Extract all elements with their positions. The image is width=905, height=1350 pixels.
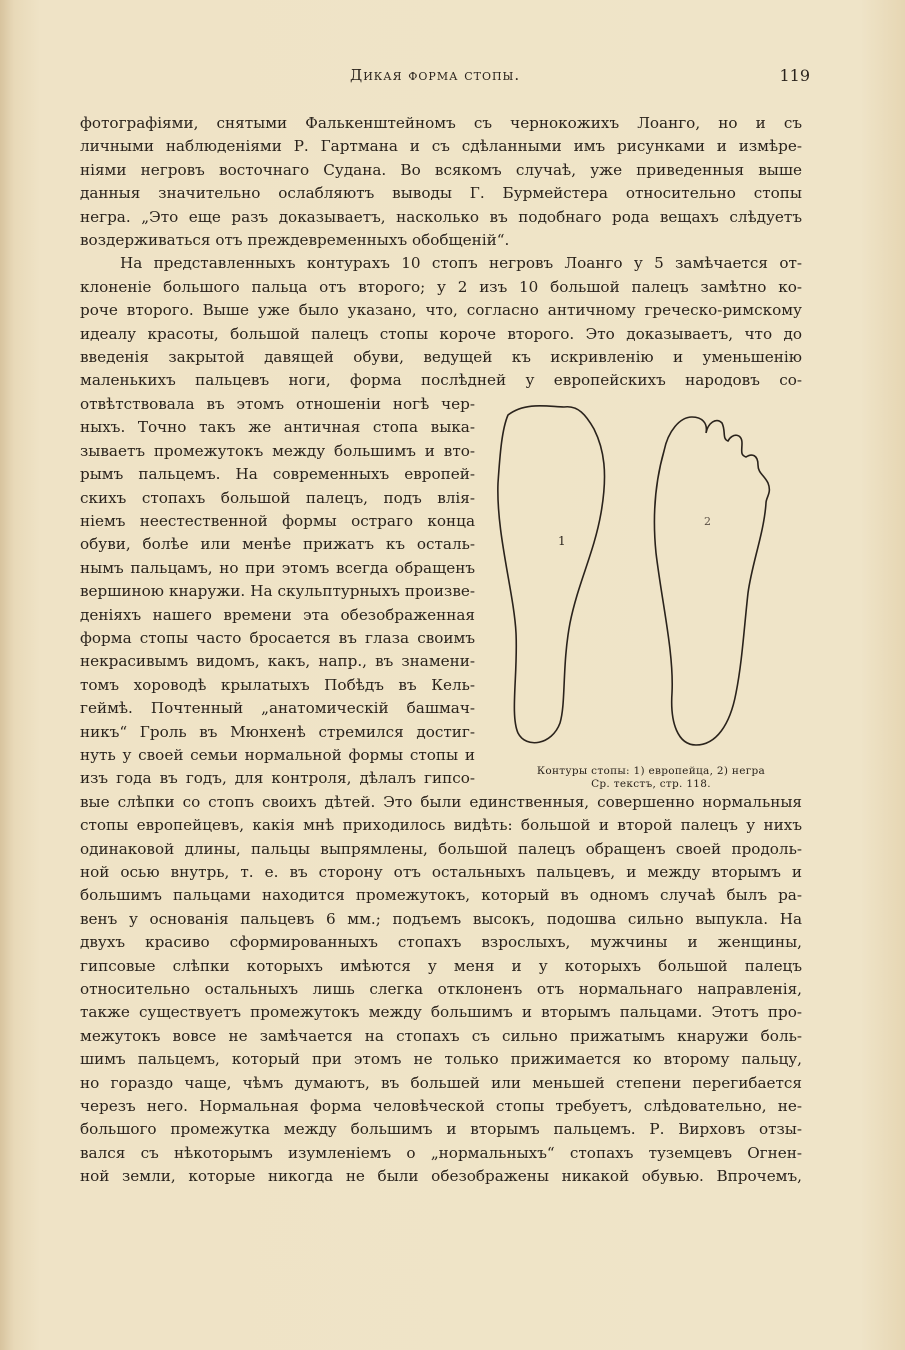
text-line: зываетъ промежутокъ между большимъ и вто- — [80, 441, 475, 460]
text-line: обуви, болѣе или менѣе прижатъ къ осталь- — [80, 535, 475, 554]
text-line: отвѣтствовала въ этомъ отношеніи ногѣ чер- — [80, 394, 475, 413]
text-line: ной земли, которые никогда не были обезображены никакой обувью. Впрочемъ, — [80, 1167, 802, 1186]
text-line: форма стопы часто бросается въ глаза своимъ — [80, 628, 475, 647]
text-line: воздерживаться отъ преждевременныхъ обобщеній“. — [80, 231, 510, 250]
text-line: черезъ него. Нормальная форма человѣческой стопы требуетъ, слѣдовательно, не- — [80, 1097, 802, 1116]
text-line: ніемъ неестественной формы остраго конца — [80, 511, 475, 530]
text-line: некрасивымъ видомъ, какъ, напр., въ знамени- — [80, 652, 475, 671]
text-line: деніяхъ нашего времени эта обезображенная — [80, 605, 475, 624]
text-line: роче второго. Выше уже было указано, что, согласно античному греческо-римскому — [80, 301, 802, 320]
text-line: но гораздо чаще, чѣмъ думаютъ, въ большей или меньшей степени перегибается — [80, 1073, 802, 1092]
text-line: скихъ стопахъ большой палецъ, подъ влія- — [80, 488, 475, 507]
text-line: стопы европейцевъ, какія мнѣ приходилось видѣть: большой и второй палецъ у нихъ — [80, 816, 802, 835]
wrapped-column — [80, 393, 475, 791]
text-line: также существуетъ промежутокъ между большимъ и вторымъ пальцами. Этотъ про- — [80, 1003, 802, 1022]
text-line: шимъ пальцемъ, который при этомъ не только прижимается ко второму пальцу, — [80, 1050, 802, 1069]
body-text — [80, 112, 802, 1189]
figure-caption — [496, 765, 806, 791]
figure-label-2: 2 — [704, 514, 711, 528]
running-title: Дикая форма стопы. — [350, 66, 521, 84]
text-line: На представленныхъ контурахъ 10 стопъ негровъ Лоанго у 5 замѣчается от- — [120, 254, 802, 273]
figure-label-1: 1 — [558, 533, 566, 548]
text-line: маленькихъ пальцевъ ноги, форма послѣдней у европейскихъ народовъ со- — [80, 371, 802, 390]
text-line: геймѣ. Почтенный „анатомическій башмач- — [80, 699, 475, 718]
text-line: большого промежутка между большимъ и вторымъ пальцемъ. Р. Вирховъ отзы- — [80, 1120, 802, 1139]
paragraph-2-continued — [80, 791, 802, 1189]
text-line: одинаковой длины, пальцы выпрямлены, большой палецъ обращенъ своей продоль- — [80, 839, 802, 858]
text-line: венъ у основанія пальцевъ 6 мм.; подъемъ высокъ, подошва сильно выпукла. На — [80, 909, 802, 928]
text-line: межутокъ вовсе не замѣчается на стопахъ съ сильно прижатымъ кнаружи боль- — [80, 1026, 802, 1045]
text-line: двухъ красиво сформированныхъ стопахъ взрослыхъ, мужчины и женщины, — [80, 933, 802, 952]
text-line: введенія закрытой давящей обуви, ведущей къ искривленію и уменьшенію — [80, 348, 802, 367]
text-line: фотографіями, снятыми Фалькенштейномъ съ чернокожихъ Лоанго, но и съ — [80, 114, 802, 132]
paragraph-2 — [80, 252, 802, 392]
text-line: вые слѣпки со стопъ своихъ дѣтей. Это были единственныя, совершенно нормальныя — [80, 792, 802, 811]
text-line: большимъ пальцами находится промежутокъ, который въ одномъ случаѣ былъ ра- — [80, 886, 802, 905]
text-line: идеалу красоты, большой палецъ стопы короче второго. Это доказываетъ, что до — [80, 324, 802, 343]
text-line: вался съ нѣкоторымъ изумленіемъ о „нормальныхъ“ стопахъ туземцевъ Огнен- — [80, 1143, 802, 1162]
wrapped-text-with-figure — [80, 393, 802, 791]
caption-line: Контуры стопы: 1) европейца, 2) негра — [536, 764, 766, 777]
caption-line: Ср. текстъ, стр. 118. — [591, 777, 711, 790]
text-line: негра. „Это еще разъ доказываетъ, насколько въ подобнаго рода вещахъ слѣдуетъ — [80, 207, 802, 226]
negro-foot-outline — [654, 417, 769, 745]
text-line: клоненіе большого пальца отъ второго; у 2 изъ 10 большой палецъ замѣтно ко- — [80, 277, 802, 296]
text-line: рымъ пальцемъ. На современныхъ европей- — [80, 465, 475, 484]
text-line: ніями негровъ восточнаго Судана. Во всякомъ случаѣ, уже приведенныя выше — [80, 160, 802, 179]
text-line: личными наблюденіями Р. Гартмана и съ сдѣланными имъ рисунками и измѣре- — [80, 137, 802, 156]
text-line: гипсовые слѣпки которыхъ имѣются у меня и у которыхъ большой палецъ — [80, 956, 802, 975]
text-line: изъ года въ годъ, для контроля, дѣлалъ гипсо- — [80, 769, 475, 788]
page-number: 119 — [779, 66, 810, 85]
paragraph-1 — [80, 112, 802, 252]
text-line: нуть у своей семьи нормальной формы стопы и — [80, 745, 475, 764]
text-line: данныя значительно ослабляютъ выводы Г. Бурмейстера относительно стопы — [80, 184, 802, 203]
text-line: вершиною кнаружи. На скульптурныхъ произве- — [80, 582, 475, 601]
text-line: относительно остальныхъ лишь слегка отклоненъ отъ нормальнаго направленія, — [80, 980, 802, 999]
text-line: ной осью внутрь, т. е. въ сторону отъ остальныхъ пальцевъ, и между вторымъ и — [80, 863, 802, 881]
foot-contours-figure — [496, 393, 806, 793]
text-line: ныхъ. Точно такъ же античная стопа выка- — [80, 418, 475, 437]
foot-outline-drawing — [496, 393, 806, 763]
european-foot-outline — [498, 406, 605, 743]
text-line: никъ“ Гроль въ Мюнхенѣ стремился достиг- — [80, 722, 475, 741]
text-line: томъ хороводѣ крылатыхъ Побѣдъ въ Кель- — [80, 675, 475, 694]
text-line: нымъ пальцамъ, но при этомъ всегда обращенъ — [80, 558, 475, 577]
page-header — [80, 66, 810, 92]
